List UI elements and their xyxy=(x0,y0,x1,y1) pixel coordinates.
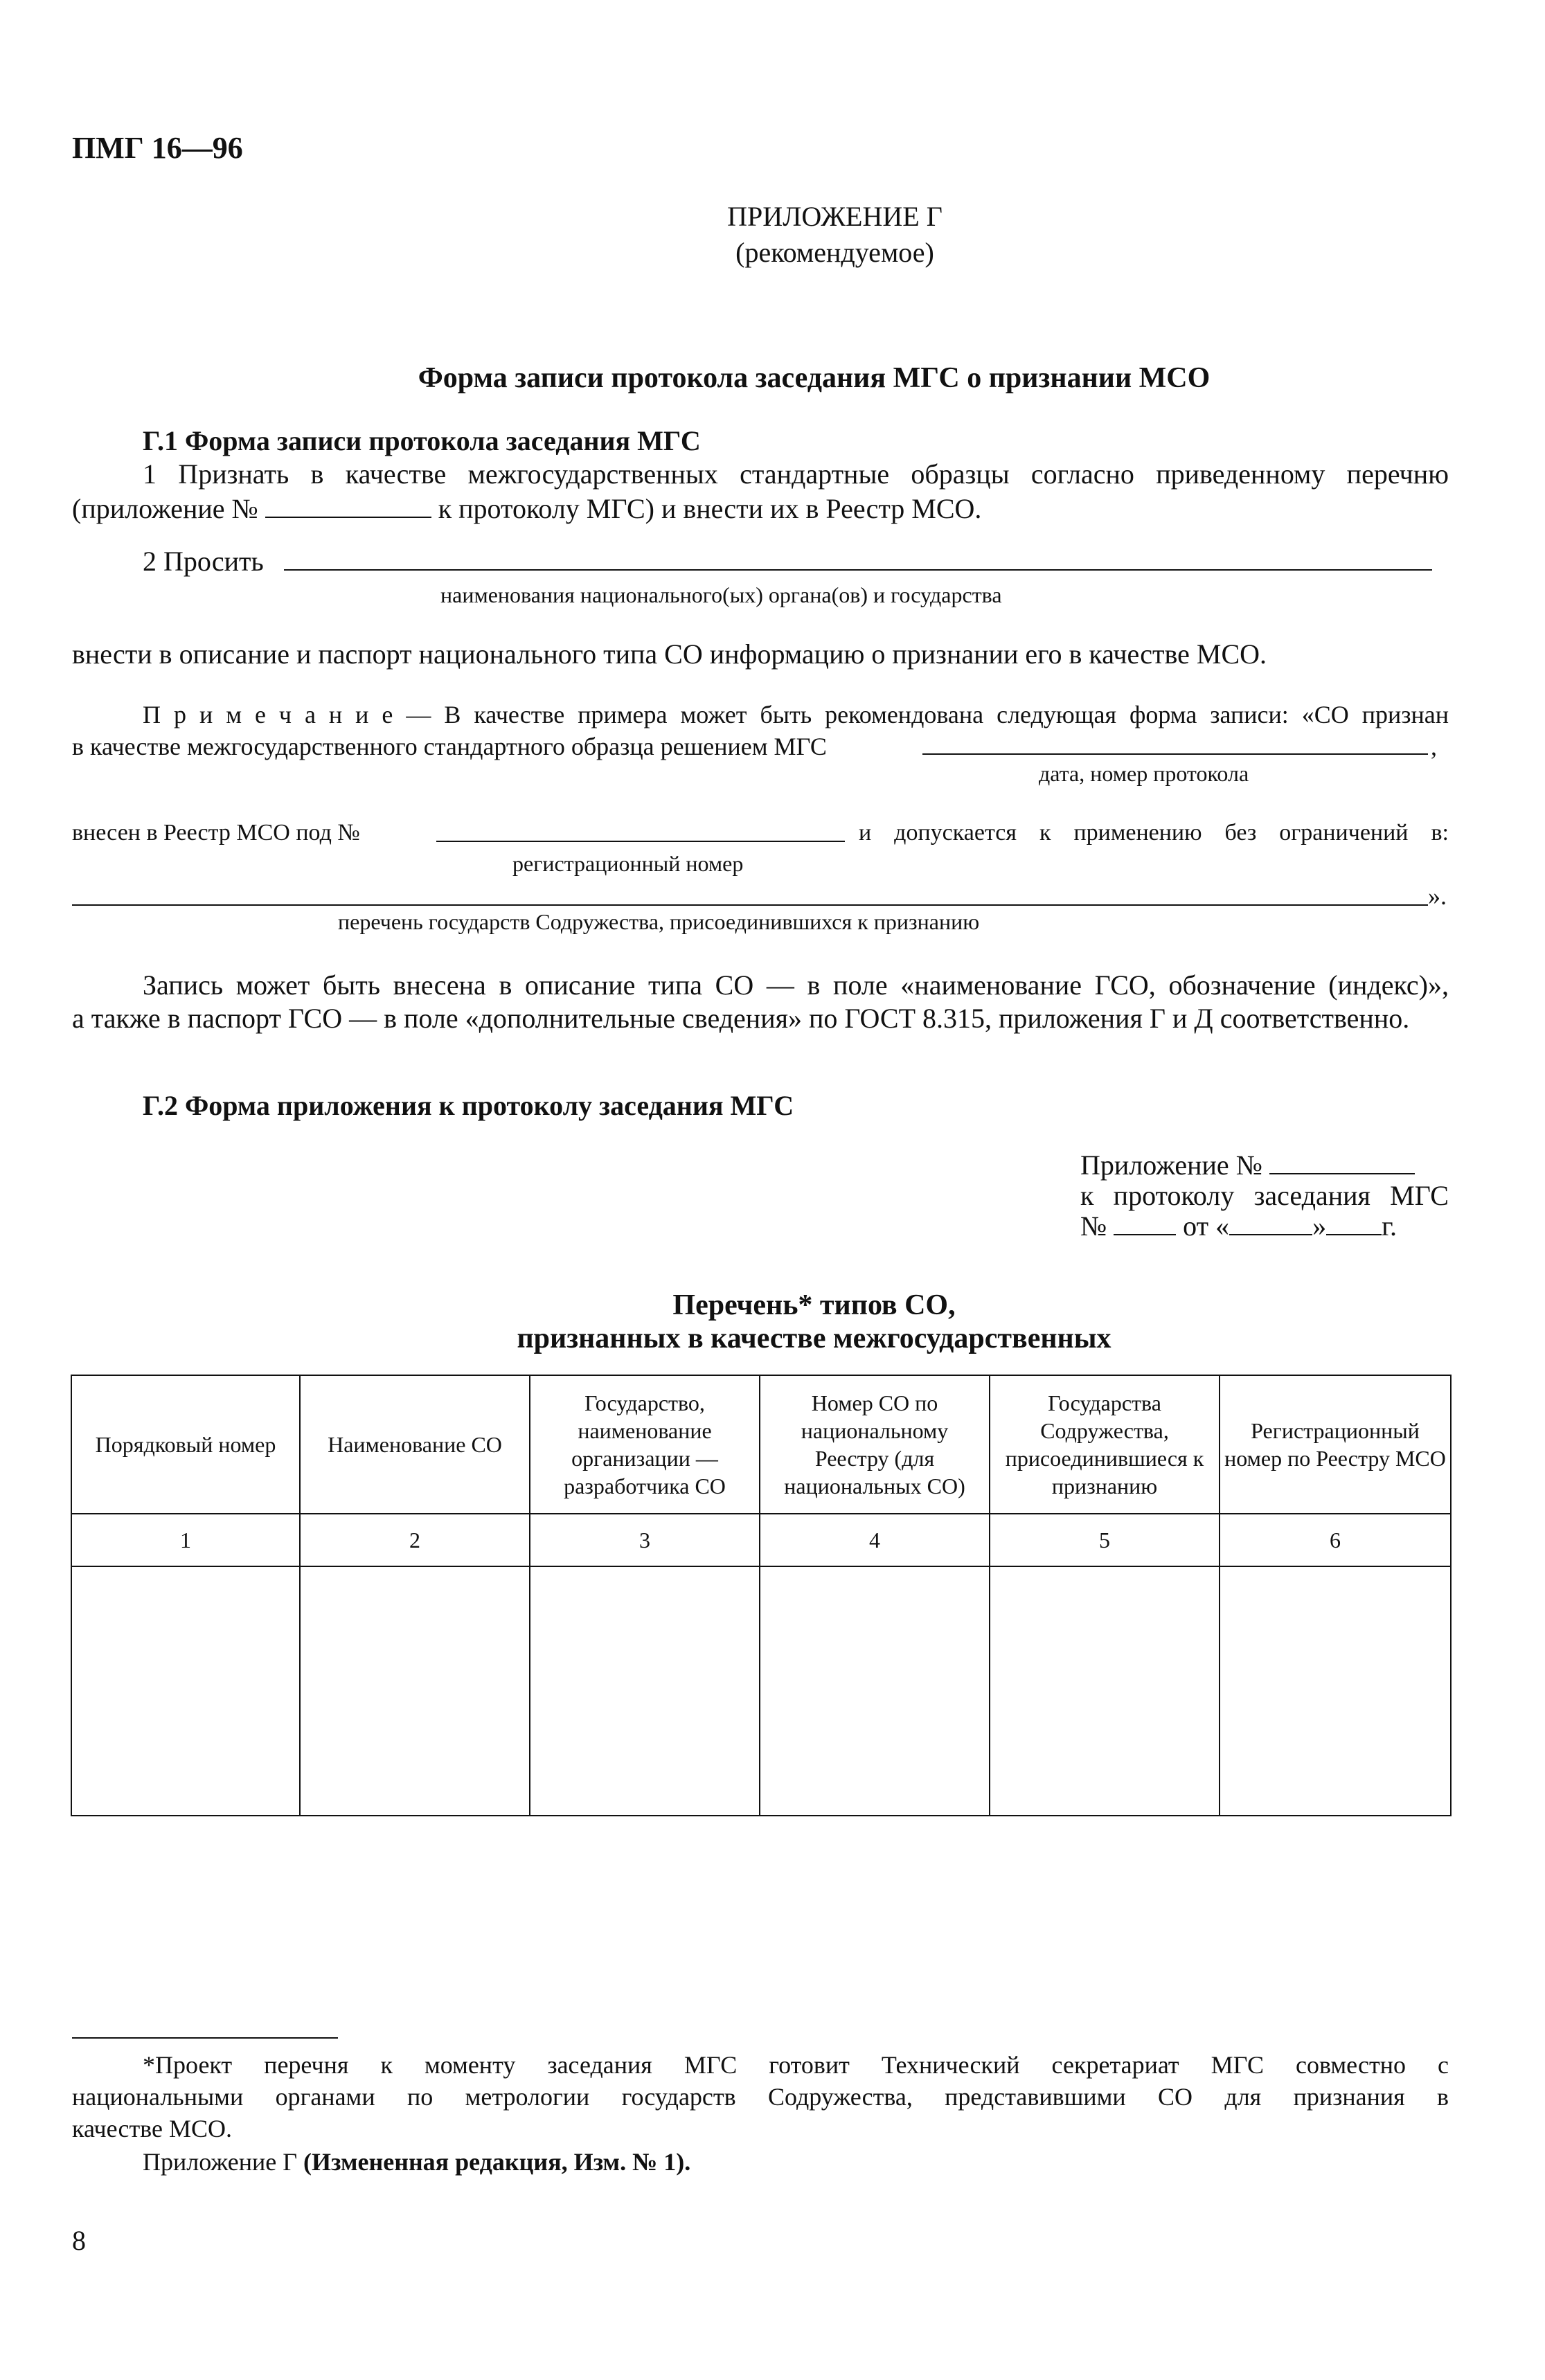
section1-p4-line2: а также в паспорт ГСО — в поле «дополнительные сведения» по ГОСТ 8.315, приложения Г и Д соответственно. xyxy=(72,1003,1410,1034)
p1-line2-end: к протоколу МГС) и внести их в Реестр МСО. xyxy=(438,493,982,524)
table-cell xyxy=(990,1566,1220,1816)
revision-label: Приложение Г xyxy=(143,2148,304,2176)
attachment-number-blank xyxy=(265,493,431,518)
attachment-line3 xyxy=(1080,1209,1397,1244)
revision-text: (Измененная редакция, Изм. № 1). xyxy=(303,2148,691,2176)
section1-p4-line1: Запись может быть внесена в описание типа СО — в поле «наименование ГСО, обозначение (индекс)», xyxy=(143,969,1449,1001)
column-number: 3 xyxy=(530,1514,760,1566)
header-name: Наименование СО xyxy=(300,1375,530,1514)
note-blank-regnum xyxy=(436,841,845,842)
protocol-number-field xyxy=(1114,1210,1176,1235)
date-day-field xyxy=(1229,1210,1312,1235)
footnote-line2: национальными органами по метрологии государств Содружества, представившими СО для признания в xyxy=(72,2083,1449,2111)
footnote-line1: *Проект перечня к моменту заседания МГС готовит Технический секретариат МГС совместно с xyxy=(143,2051,1449,2079)
appendix-title: ПРИЛОЖЕНИЕ Г xyxy=(727,201,943,232)
section1-p1-line2 xyxy=(72,492,981,526)
section1-p1-line1: 1 Признать в качестве межгосударственных стандартные образцы согласно приведенному перечню xyxy=(143,458,1449,490)
note-blank-states xyxy=(72,904,1428,906)
note-caption-regnum: регистрационный номер xyxy=(512,851,744,876)
footnote-separator xyxy=(72,2037,338,2039)
attachment-line2: к протоколу заседания МГС xyxy=(1080,1180,1449,1211)
table-number-row xyxy=(71,1514,1451,1566)
column-number: 6 xyxy=(1220,1514,1451,1566)
note-caption-date: дата, номер протокола xyxy=(1039,761,1249,786)
column-number: 2 xyxy=(300,1514,530,1566)
year-suffix: г. xyxy=(1382,1210,1397,1242)
header-registration-number: Регистрационный номер по Реестру МСО xyxy=(1220,1375,1451,1514)
section1-p3: внести в описание и паспорт национального типа СО информацию о признании его в качестве МСО. xyxy=(72,638,1267,670)
table-empty-row xyxy=(71,1566,1451,1816)
note-line4-end: ». xyxy=(1428,882,1447,910)
document-code: ПМГ 16—96 xyxy=(72,131,243,165)
date-open-quote: от « xyxy=(1183,1210,1230,1242)
table-cell xyxy=(530,1566,760,1816)
p1-line2-start: (приложение № xyxy=(72,493,258,524)
attachment-line1 xyxy=(1080,1148,1415,1183)
header-serial-number: Порядковый номер xyxy=(71,1375,300,1514)
note-line2-comma: , xyxy=(1431,733,1437,760)
date-close-quote: » xyxy=(1312,1210,1327,1242)
attachment-label: Приложение № xyxy=(1080,1149,1262,1181)
p2-caption: наименования национального(ых) органа(ов) и государства xyxy=(440,582,1002,607)
footnote-line3: качестве МСО. xyxy=(72,2115,232,2142)
header-national-number: Номер СО по национальному Реестру (для национальных СО) xyxy=(760,1375,990,1514)
table-header-row xyxy=(71,1375,1451,1514)
table-cell xyxy=(300,1566,530,1816)
note-caption-states: перечень государств Содружества, присоединившихся к признанию xyxy=(338,909,980,934)
section1-p2-label: 2 Просить xyxy=(143,546,264,577)
note-line2: в качестве межгосударственного стандартного образца решением МГС xyxy=(72,733,827,760)
p2-blank-line xyxy=(284,569,1432,571)
header-joined-states: Государства Содружества, присоединившиеся к признанию xyxy=(990,1375,1220,1514)
header-developer-state: Государство, наименование организации — разработчика СО xyxy=(530,1375,760,1514)
note-line3-start: внесен в Реестр МСО под № xyxy=(72,820,360,845)
table-cell xyxy=(71,1566,300,1816)
table-title-line1: Перечень* типов СО, xyxy=(672,1289,956,1321)
date-month-field xyxy=(1326,1210,1382,1235)
note-blank-date xyxy=(922,753,1428,755)
column-number: 1 xyxy=(71,1514,300,1566)
note-line1: П р и м е ч а н и е — В качестве примера может быть рекомендована следующая форма записи: «СО признан xyxy=(143,701,1449,728)
column-number: 5 xyxy=(990,1514,1220,1566)
table-title-line2: признанных в качестве межгосударственных xyxy=(517,1323,1111,1354)
table-cell xyxy=(1220,1566,1451,1816)
revision-note xyxy=(143,2147,690,2177)
table-cell xyxy=(760,1566,990,1816)
column-number: 4 xyxy=(760,1514,990,1566)
protocol-number-label: № xyxy=(1080,1210,1107,1242)
section1-heading: Г.1 Форма записи протокола заседания МГС xyxy=(143,425,701,456)
page-number: 8 xyxy=(72,2225,86,2256)
recognition-table xyxy=(71,1375,1452,1816)
main-title: Форма записи протокола заседания МГС о признании МСО xyxy=(418,362,1211,394)
note-line3-end: и допускается к применению без ограничений в: xyxy=(859,820,1449,845)
attachment-number-field xyxy=(1269,1149,1415,1174)
section2-heading: Г.2 Форма приложения к протоколу заседания МГС xyxy=(143,1090,794,1121)
appendix-subtitle: (рекомендуемое) xyxy=(735,237,934,268)
